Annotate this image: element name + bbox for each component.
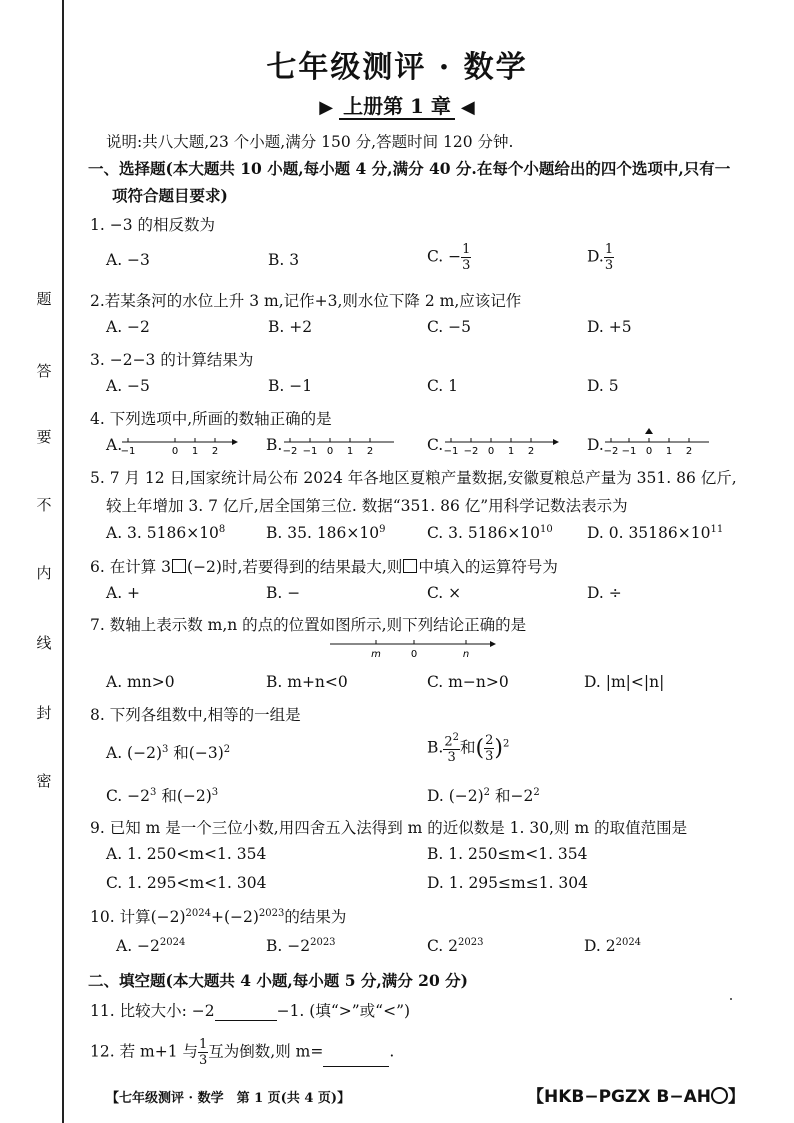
q10-option-d <box>584 937 641 955</box>
q8-b-text: B. <box>427 738 444 757</box>
blank-square-icon <box>172 559 186 573</box>
numerator <box>443 733 460 750</box>
margin-char: 线 <box>36 634 52 652</box>
q8-option-b <box>427 733 509 764</box>
margin-char: 内 <box>36 564 52 582</box>
q8-option-a <box>106 741 230 763</box>
exponent: 3 <box>211 786 219 798</box>
q8-d-text: 和−2 <box>490 787 534 805</box>
q5-option-c <box>427 524 553 542</box>
q4-numberline-a <box>120 432 240 458</box>
q1-c-prefix: C. − <box>427 247 462 266</box>
footer-code-end: 】 <box>727 1087 745 1107</box>
q2-option-c: C. −5 <box>427 318 472 336</box>
exponent: 11 <box>710 524 724 535</box>
scan-speck <box>730 998 732 1000</box>
circle-icon <box>711 1087 728 1104</box>
chapter-text: 上册第 1 章 <box>339 94 455 120</box>
tick-label: 1 <box>665 446 673 457</box>
question-1: 1. −3 的相反数为 <box>90 216 215 234</box>
question-9: 9. 已知 m 是一个三位小数,用四舍五入法得到 m 的近似数是 1. 30,则 m 的取值范围是 <box>90 819 688 837</box>
paren-open: ( <box>475 736 485 762</box>
q5-option-d <box>587 524 723 542</box>
q12-text: 互为倒数,则 m= <box>208 1042 324 1061</box>
tick-label: −2 <box>603 446 619 457</box>
q10-c-text: C. 2 <box>427 937 459 956</box>
q12-text: 12. 若 m+1 与 <box>90 1042 198 1061</box>
blank-square-icon <box>403 559 417 573</box>
q8-a-text: 和(−3) <box>168 744 224 762</box>
q10-text: 10. 计算(−2) <box>90 908 186 926</box>
exponent: 2 <box>452 732 459 743</box>
tick-label: −1 <box>621 446 637 457</box>
q4-numberline-d <box>603 426 713 458</box>
tick-label: −2 <box>282 446 298 457</box>
q7-option-b: B. m+n<0 <box>266 673 348 691</box>
exponent: 3 <box>162 743 169 755</box>
fraction <box>443 733 460 764</box>
q5-c-text: C. 3. 5186×10 <box>427 524 541 543</box>
q9-option-a: A. 1. 250<m<1. 354 <box>106 845 267 863</box>
footer-code-text: 【HKB−PGZX B−AH <box>527 1087 711 1107</box>
q2-option-b: B. +2 <box>268 318 313 336</box>
q6-option-c: C. × <box>427 584 462 602</box>
q11-text: 11. 比较大小: −2 <box>90 1002 215 1020</box>
section-heading-2: 二、填空题(本大题共 4 小题,每小题 5 分,满分 20 分) <box>88 971 468 990</box>
q5-d-text: D. 0. 35186×10 <box>587 524 711 543</box>
fraction <box>604 243 614 272</box>
margin-char: 封 <box>36 704 52 722</box>
margin-char: 密 <box>36 772 52 790</box>
numerator: 1 <box>198 1037 208 1052</box>
tick-label: 2 <box>527 446 535 457</box>
q10-text: +(−2) <box>210 908 259 926</box>
fraction <box>461 243 471 272</box>
footer-page-info: 【七年级测评 · 数学 第 1 页(共 4 页)】 <box>106 1091 351 1106</box>
fraction <box>484 734 494 763</box>
q2-option-a: A. −2 <box>106 318 150 336</box>
q6-option-a: A. + <box>106 584 141 602</box>
denominator: 3 <box>604 258 614 273</box>
question-8: 8. 下列各组数中,相等的一组是 <box>90 706 301 724</box>
q10-option-c <box>427 937 483 955</box>
q8-a-text: A. (−2) <box>106 744 162 762</box>
q4-option-b: B. <box>266 436 283 454</box>
q6-text-2: (−2)时,若要得到的结果最大,则 <box>187 558 403 576</box>
question-2: 2.若某条河的水位上升 3 m,记作+3,则水位下降 2 m,应该记作 <box>90 292 522 310</box>
question-4: 4. 下列选项中,所画的数轴正确的是 <box>90 410 332 428</box>
denominator: 3 <box>198 1053 208 1068</box>
section-heading-cont: 项符合题目要求) <box>112 186 228 205</box>
question-7: 7. 数轴上表示数 m,n 的点的位置如图所示,则下列结论正确的是 <box>90 616 527 634</box>
denominator: 3 <box>447 750 456 766</box>
q10-a-text: A. −2 <box>116 937 160 956</box>
question-12 <box>90 1038 394 1067</box>
axis-label-m: m <box>371 649 381 660</box>
fraction <box>198 1038 208 1067</box>
tick-label: 0 <box>645 446 653 457</box>
tick-label: 1 <box>191 446 199 457</box>
section-heading: 一、选择题(本大题共 10 小题,每小题 4 分,满分 40 分.在每个小题给出的四个选项中,只有一 <box>88 159 731 178</box>
answer-blank[interactable] <box>215 1006 277 1021</box>
tick-label: 1 <box>507 446 515 457</box>
question-5-cont: 较上年增加 3. 7 亿斤,居全国第三位. 数据“351. 86 亿”用科学记数法表示为 <box>106 497 628 515</box>
q5-b-text: B. 35. 186×10 <box>266 524 380 543</box>
exponent: 8 <box>218 524 226 535</box>
exponent: 10 <box>540 524 553 535</box>
exponent: 2023 <box>258 907 285 919</box>
numerator: 1 <box>462 242 471 257</box>
q5-option-b <box>266 524 386 542</box>
margin-char: 答 <box>36 362 52 380</box>
denominator: 3 <box>462 258 471 273</box>
q6-text-1: 6. 在计算 3 <box>90 558 172 576</box>
q1-d-prefix: D. <box>587 247 604 266</box>
exponent: 2 <box>533 786 540 798</box>
tick-label: 2 <box>211 446 219 457</box>
q6-text-3: 中填入的运算符号为 <box>418 558 558 576</box>
q11-text: −1. (填“>”或“<”) <box>276 1002 411 1020</box>
q6-option-b: B. − <box>266 584 301 602</box>
q10-text: 的结果为 <box>284 908 347 926</box>
tick-label: −1 <box>302 446 318 457</box>
q12-text: . <box>389 1042 395 1061</box>
q8-c-text: C. −2 <box>106 787 151 805</box>
q3-option-b: B. −1 <box>268 377 313 395</box>
triangle-right-icon: ▶ <box>319 97 334 118</box>
axis-label-0: 0 <box>410 649 418 660</box>
q1-option-a: A. −3 <box>106 251 150 269</box>
exponent: 2024 <box>185 907 211 919</box>
margin-char: 要 <box>36 428 52 446</box>
q7-option-d: D. |m|<|n| <box>584 673 665 691</box>
q8-d-text: D. (−2) <box>427 787 484 805</box>
q10-option-a <box>116 937 185 955</box>
exponent: 2 <box>502 738 510 750</box>
chapter-subtitle <box>0 90 794 119</box>
binding-line <box>62 0 64 1123</box>
q10-option-b <box>266 937 336 955</box>
q8-c-text: 和(−2) <box>156 787 212 805</box>
q1-option-d <box>587 243 614 272</box>
exponent: 2023 <box>310 937 336 948</box>
tick-label: 1 <box>346 446 354 457</box>
exponent: 2024 <box>159 937 186 948</box>
numerator: 1 <box>604 242 614 257</box>
instructions: 说明:共八大题,23 个小题,满分 150 分,答题时间 120 分钟. <box>106 133 514 151</box>
q6-option-d: D. ÷ <box>587 584 622 602</box>
q9-option-d: D. 1. 295≤m≤1. 304 <box>427 874 589 892</box>
q1-option-b: B. 3 <box>268 251 300 269</box>
q4-numberline-c <box>443 432 563 458</box>
exponent: 9 <box>379 524 386 535</box>
question-3: 3. −2−3 的计算结果为 <box>90 351 254 369</box>
tick-label: −1 <box>120 446 136 457</box>
axis-label-n: n <box>462 649 470 660</box>
q8-b-text: 和 <box>459 738 476 757</box>
tick-label: −2 <box>463 446 479 457</box>
triangle-left-icon: ◀ <box>460 97 475 118</box>
tick-label: 2 <box>685 446 693 457</box>
q10-b-text: B. −2 <box>266 937 311 956</box>
q3-option-c: C. 1 <box>427 377 459 395</box>
tick-label: 0 <box>487 446 495 457</box>
q4-option-a: A. <box>106 436 123 454</box>
question-5: 5. 7 月 12 日,国家统计局公布 2024 年各地区夏粮产量数据,安徽夏粮总产量为 351. 86 亿斤, <box>90 469 737 487</box>
q8-option-d <box>427 784 540 806</box>
q4-option-d: D. <box>587 436 604 454</box>
q7-option-a: A. mn>0 <box>106 673 175 691</box>
answer-blank[interactable] <box>323 1052 389 1067</box>
numerator: 2 <box>485 733 494 749</box>
page-title: 七年级测评 · 数学 <box>266 50 528 85</box>
q1-option-c <box>427 243 471 272</box>
margin-char: 题 <box>36 290 52 308</box>
q4-option-c: C. <box>427 436 444 454</box>
q5-option-a <box>106 524 225 542</box>
base: 2 <box>444 734 453 750</box>
q3-option-d: D. 5 <box>587 377 619 395</box>
denominator: 3 <box>485 749 494 765</box>
q9-option-b: B. 1. 250≤m<1. 354 <box>427 845 588 863</box>
exponent: 2 <box>483 786 491 798</box>
exponent: 2024 <box>615 937 642 948</box>
q5-a-text: A. 3. 5186×10 <box>106 524 219 543</box>
exponent: 2 <box>223 743 231 755</box>
margin-char: 不 <box>36 496 52 514</box>
question-11 <box>90 999 410 1021</box>
tick-label: 2 <box>366 446 374 457</box>
q3-option-a: A. −5 <box>106 377 150 395</box>
exponent: 3 <box>150 786 157 798</box>
q8-option-c <box>106 784 218 806</box>
question-10 <box>90 905 346 927</box>
question-6 <box>90 555 558 577</box>
q2-option-d: D. +5 <box>587 318 632 336</box>
q7-option-c: C. m−n>0 <box>427 673 509 691</box>
q7-numberline <box>326 638 500 662</box>
q10-d-text: D. 2 <box>584 937 616 956</box>
exponent: 2023 <box>458 937 484 948</box>
footer-code <box>527 1082 745 1107</box>
tick-label: 0 <box>171 446 179 457</box>
tick-label: 0 <box>326 446 334 457</box>
q9-option-c: C. 1. 295<m<1. 304 <box>106 874 267 892</box>
tick-label: −1 <box>443 446 459 457</box>
q4-numberline-b <box>282 432 398 458</box>
paren-close: ) <box>494 736 503 762</box>
